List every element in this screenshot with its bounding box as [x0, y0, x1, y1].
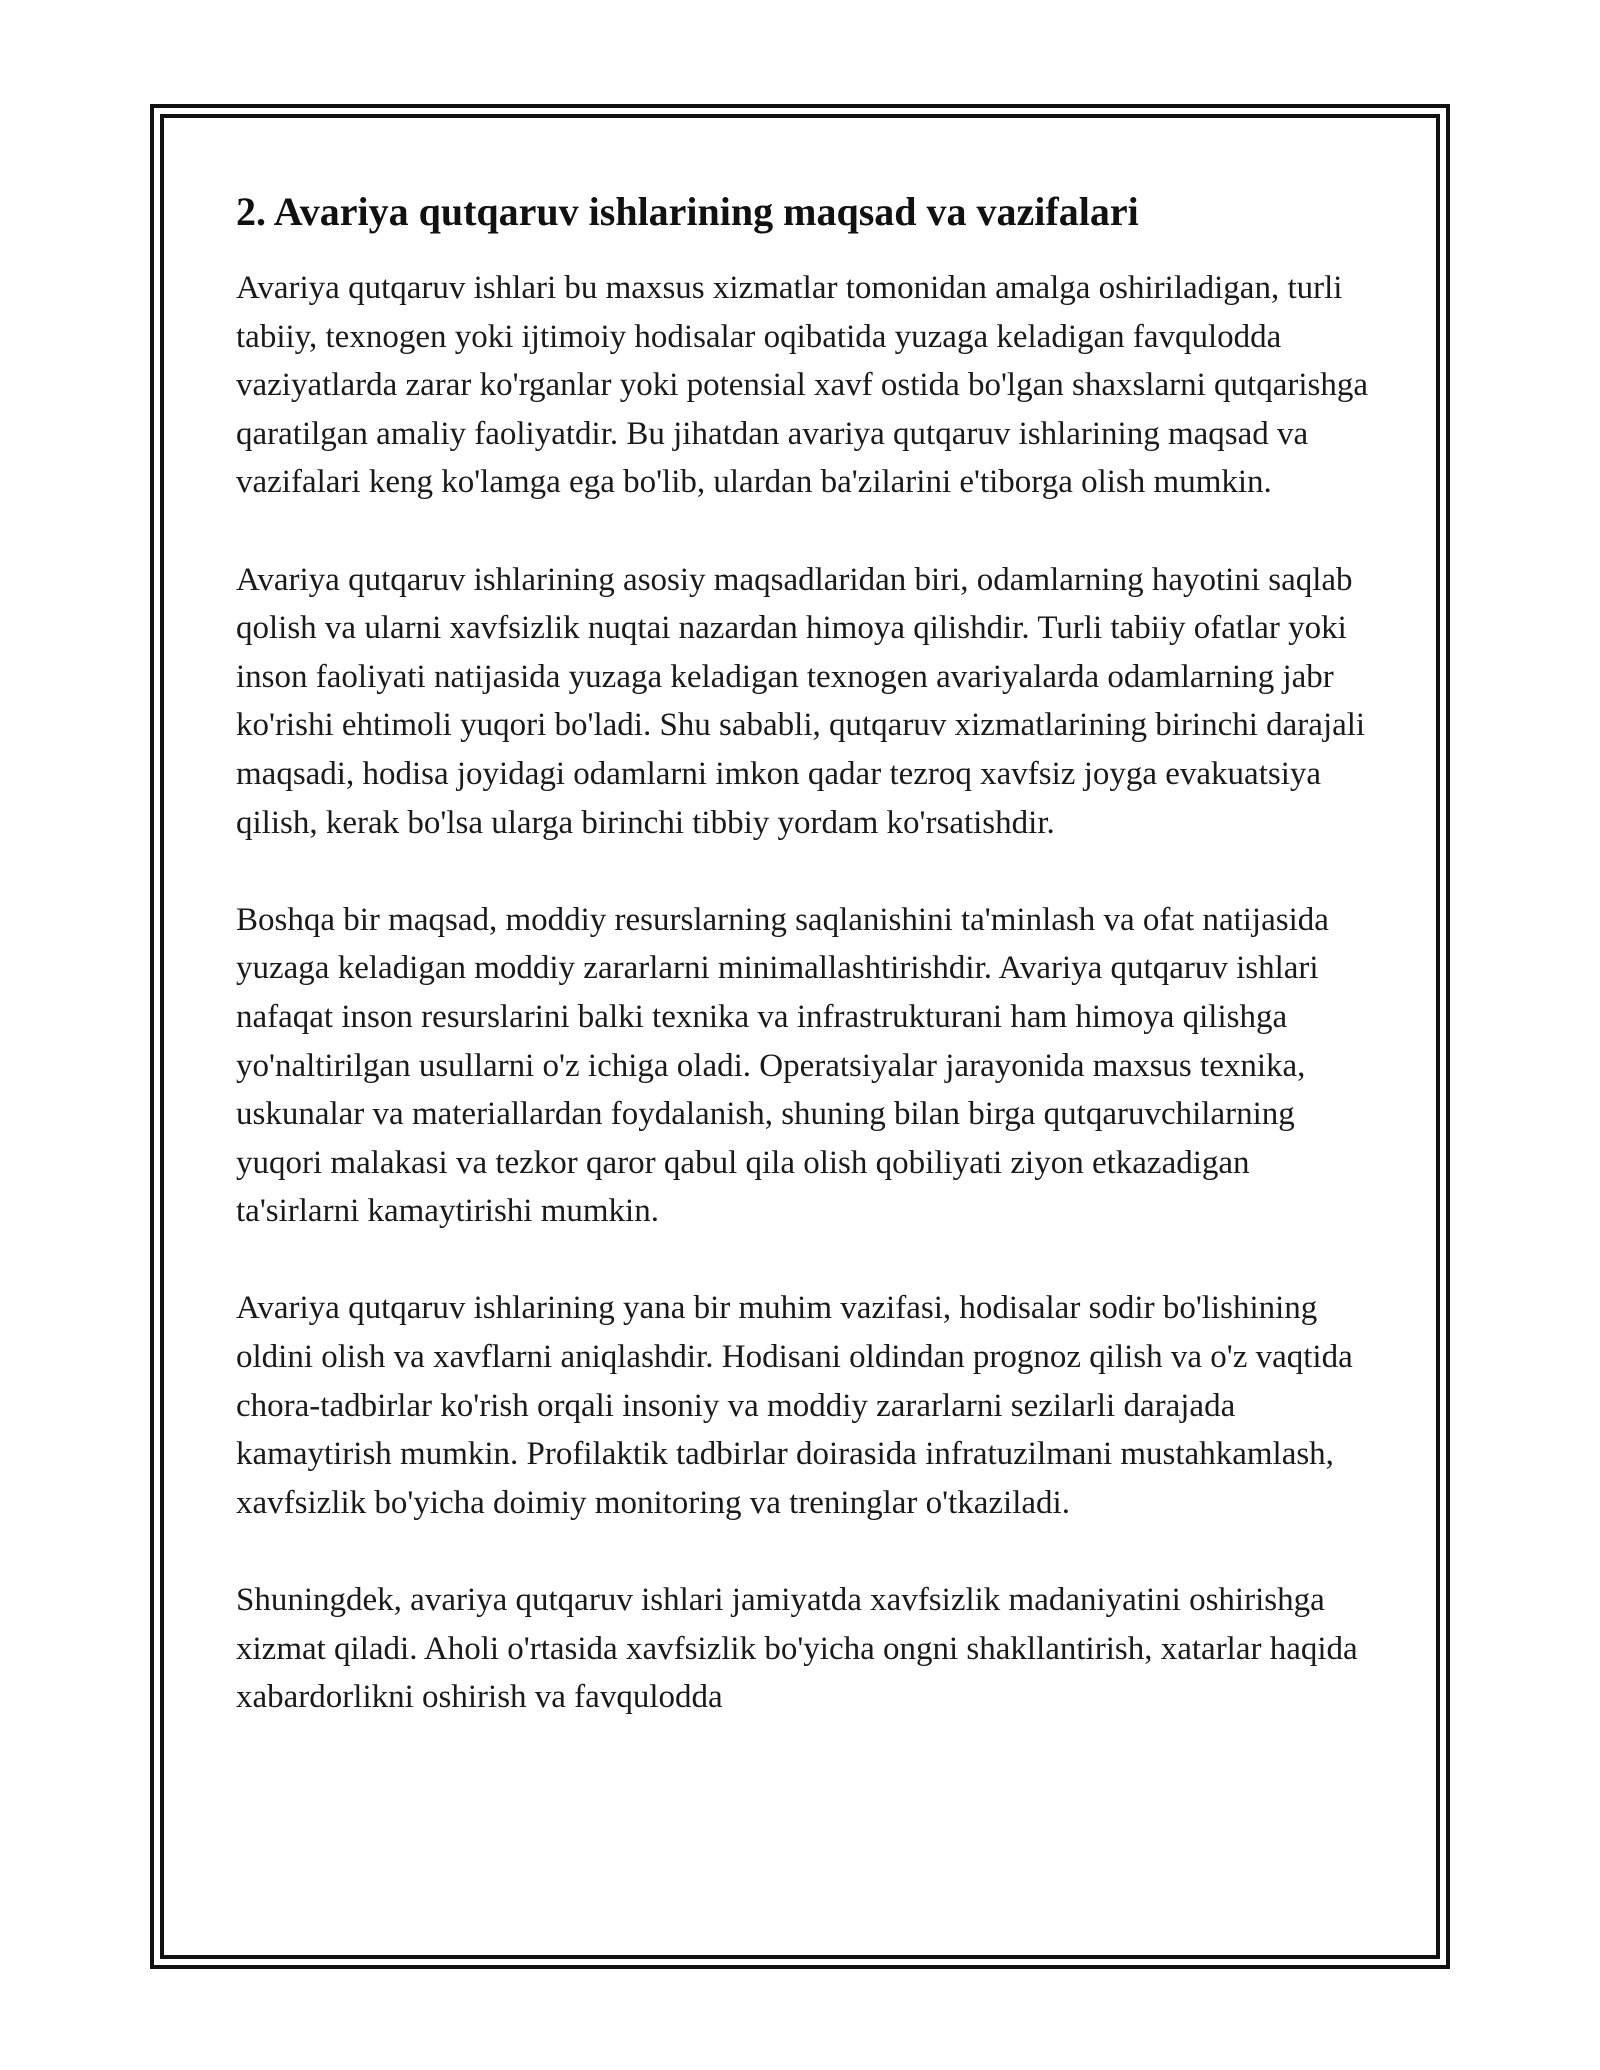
paragraph-5: Shuningdek, avariya qutqaruv ishlari jamiyatda xavfsizlik madaniyatini oshirishga xizmat qiladi. Aholi o'rtasida xavfsizlik bo'yicha ongni shakllantirish, xatarlar haqida xabardorlikni oshirish va favqulodda [236, 1582, 1358, 1716]
paragraph-1: Avariya qutqaruv ishlari bu maxsus xizmatlar tomonidan amalga oshiriladigan, turli tabiiy, texnogen yoki ijtimoiy hodisalar oqibatida yuzaga keladigan favqulodda vaziyatlarda zarar ko'rganlar yoki potensial xavf ostida bo'lgan shaxslarni qutqarishga qaratilgan amaliy faoliyatdir. Bu jihatdan avariya qutqaruv ishlarining maqsad va vazifalari keng ko'lamga ega bo'lib, ulardan ba'zilarini e'tiborga olish mumkin. [236, 270, 1368, 501]
document-body [236, 186, 1376, 1770]
section-heading: 2. Avariya qutqaruv ishlarining maqsad va vazifalari [236, 189, 1139, 234]
paragraph-2: Avariya qutqaruv ishlarining asosiy maqsadlaridan biri, odamlarning hayotini saqlab qolish va ularni xavfsizlik nuqtai nazardan himoya qilishdir. Turli tabiiy ofatlar yoki inson faoliyati natijasida yuzaga keladigan texnogen avariyalarda odamlarning jabr ko'rishi ehtimoli yuqori bo'ladi. Shu sababli, qutqaruv xizmatlarining birinchi darajali maqsadi, hodisa joyidagi odamlarni imkon qadar tezroq xavfsiz joyga evakuatsiya qilish, kerak bo'lsa ularga birinchi tibbiy yordam ko'rsatishdir. [236, 561, 1366, 841]
paragraph-3: Boshqa bir maqsad, moddiy resurslarning saqlanishini ta'minlash va ofat natijasida yuzaga keladigan moddiy zararlarni minimallashtirishdir. Avariya qutqaruv ishlari nafaqat inson resurslarini balki texnika va infrastrukturani ham himoya qilishga yo'naltirilgan usullarni o'z ichiga oladi. Operatsiyalar jarayonida maxsus texnika, uskunalar va materiallardan foydalanish, shuning bilan birga qutqaruvchilarning yuqori malakasi va tezkor qaror qabul qila olish qobiliyati ziyon etkazadigan ta'sirlarni kamaytirishi mumkin. [236, 901, 1329, 1230]
paragraph-4: Avariya qutqaruv ishlarining yana bir muhim vazifasi, hodisalar sodir bo'lishining oldini olish va xavflarni aniqlashdir. Hodisani oldindan prognoz qilish va o'z vaqtida chora-tadbirlar ko'rish orqali insoniy va moddiy zararlarni sezilarli darajada kamaytirish mumkin. Profilaktik tadbirlar doirasida infratuzilmani mustahkamlash, xavfsizlik bo'yicha doimiy monitoring va treninglar o'tkaziladi. [236, 1290, 1353, 1521]
